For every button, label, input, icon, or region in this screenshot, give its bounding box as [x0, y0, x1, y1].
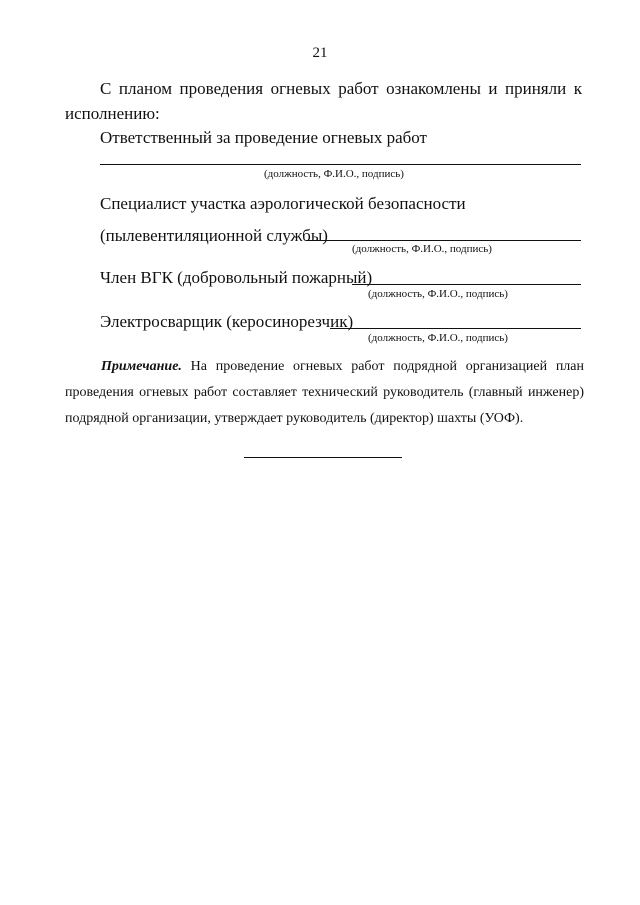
- note-text: На проведение огневых работ подрядной организацией план проведения огневых работ составляет технический руководитель (главный инженер) подрядной организации, утверждает руководитель (директор) шахты (УОФ).: [65, 359, 584, 426]
- welder-signature-line: [330, 328, 581, 329]
- vgk-member-signature-line: [352, 284, 581, 285]
- intro-line-1: С планом проведения огневых работ ознакомлены и приняли к: [100, 79, 582, 98]
- page-number: 21: [312, 45, 328, 61]
- specialist-signature-line: [306, 240, 581, 241]
- note-paragraph: [65, 354, 584, 432]
- note-label: Примечание.: [101, 359, 182, 374]
- specialist-label-line-2: (пылевентиляционной службы): [100, 226, 328, 245]
- end-divider: [244, 457, 402, 458]
- vgk-member-caption: (должность, Ф.И.О., подпись): [368, 288, 508, 300]
- responsible-signature-line: [100, 164, 581, 165]
- welder-caption: (должность, Ф.И.О., подпись): [368, 332, 508, 344]
- vgk-member-label: Член ВГК (добровольный пожарный): [100, 268, 373, 287]
- intro-line-2: исполнению:: [65, 104, 160, 123]
- specialist-label-line-1: Специалист участка аэрологической безопасности: [100, 194, 466, 213]
- specialist-caption: (должность, Ф.И.О., подпись): [352, 243, 492, 255]
- welder-label: Электросварщик (керосинорезчик): [100, 312, 354, 331]
- responsible-label: Ответственный за проведение огневых работ: [100, 128, 427, 147]
- responsible-caption: (должность, Ф.И.О., подпись): [264, 168, 404, 180]
